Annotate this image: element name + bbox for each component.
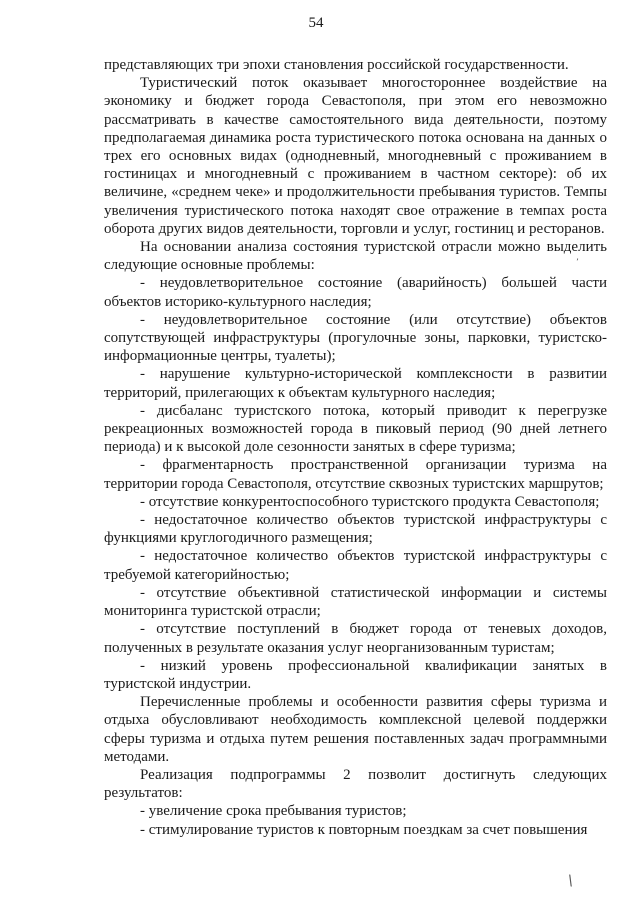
page-number: 54 [308,15,324,31]
list-item: - отсутствие конкурентоспособного туристского продукта Севастополя; [140,493,600,510]
list-item: - увеличение срока пребывания туристов; [140,803,407,820]
list-item: - неудовлетворительное состояние (аварийность) большей части объектов историко-культурного наследия; [104,275,607,310]
list-item: - отсутствие объективной статистической информации и системы мониторинга туристской отрасли; [104,584,607,620]
list-item: - фрагментарность пространственной организации туризма на территории города Севастополя, отсутствие сквозных туристских маршрутов; [104,457,607,492]
list-item: - отсутствие поступлений в бюджет города от теневых доходов, полученных в результате оказания услуг неорганизованным туристам; [104,621,607,656]
list-item: - неудовлетворительное состояние (или отсутствие) объектов сопутствующей инфраструктуры (прогулочные зоны, парковки, туристско-информационные центры, туалеты); [104,311,607,365]
body-text [104,56,607,839]
list-item: - низкий уровень профессиональной квалификации занятых в туристской индустрии. [104,657,607,692]
paragraph: Туристический поток оказывает многостороннее воздействие на экономику и бюджет города Севастополя, при этом его невозможно рассматривать в качестве самостоятельного вида деятельности, поэтому предполагаемая динамика роста туристического потока основана на данных о трех его основных видах (однодневный, многодневный с проживанием в гостиницах и многодневный с проживанием в частном секторе): об их величине, «среднем чеке» и продолжительности пребывания туристов. Темпы увеличения туристического потока находят свое отражение в темпах роста оборота других видов деятельности, торговли и услуг, гостиниц и ресторанов. [104,75,607,237]
list-item: - нарушение культурно-исторической комплексности в развитии территорий, прилегающих к объектам культурного наследия; [104,366,607,401]
stray-mark: ʼ [576,258,579,268]
stray-mark: \ [566,872,575,890]
paragraph: Перечисленные проблемы и особенности развития сферы туризма и отдыха обусловливают необходимость комплексной целевой поддержки сферы туризма и отдыха путем решения поставленных задач программными методами. [104,694,607,765]
paragraph: На основании анализа состояния туристской отрасли можно выделить следующие основные проблемы: [104,239,607,274]
list-item: - дисбаланс туристского потока, который приводит к перегрузке рекреационных возможностей города в пиковый период (90 дней летнего периода) и к высокой доле сезонности занятых в сфере туризма; [104,402,607,456]
list-item: - недостаточное количество объектов туристской инфраструктуры с функциями круглогодичного размещения; [104,512,607,547]
list-item: - стимулирование туристов к повторным поездкам за счет повышения [140,821,588,838]
list-item: - недостаточное количество объектов туристской инфраструктуры с требуемой категорийностью; [104,548,607,583]
paragraph: представляющих три эпохи становления российской государственности. [104,57,569,73]
paragraph: Реализация подпрограммы 2 позволит достигнуть следующих результатов: [104,766,607,802]
